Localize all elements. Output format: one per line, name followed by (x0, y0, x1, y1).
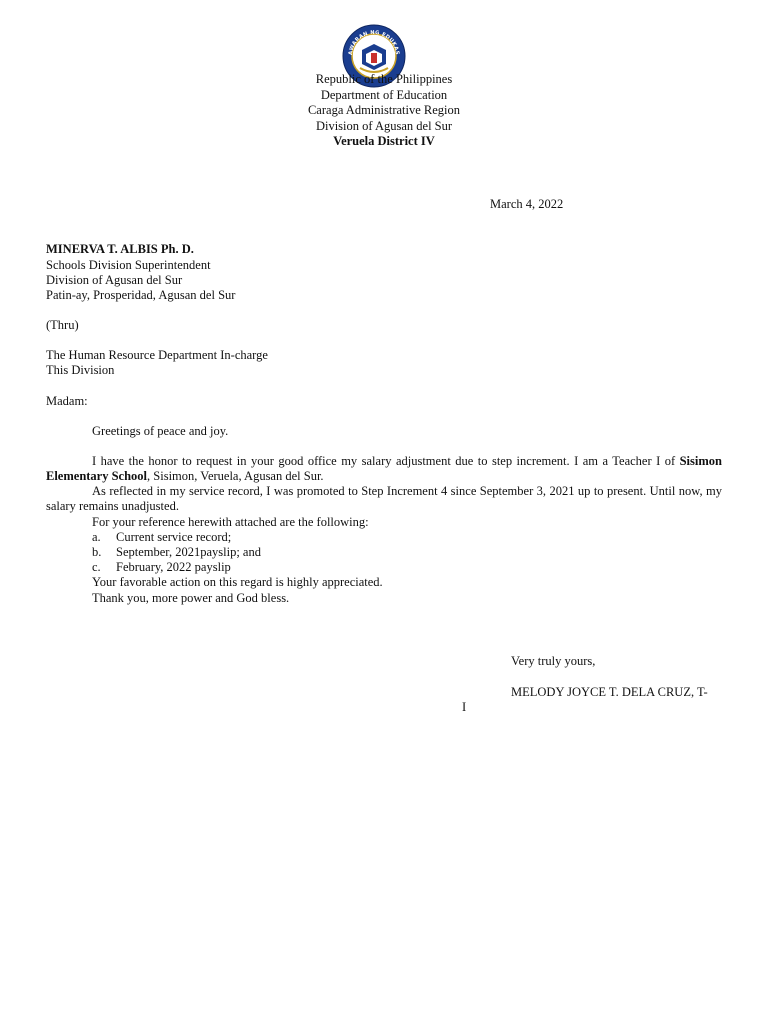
request-paragraph (46, 454, 722, 484)
thru-recipient-line1: The Human Resource Department In-charge (46, 348, 268, 362)
service-record-text: As reflected in my service record, I was promoted to Step Increment 4 since September 3, 2021 up to present. Until now, my salary remains unadjusted. (46, 484, 722, 513)
seal-text: AWARAN NG EDUKAS (347, 29, 401, 56)
letterhead-department: Department of Education (320, 87, 448, 102)
request-text-part1: I have the honor to request in your good office my salary adjustment due to step increment. I am a Teacher I of (92, 454, 680, 468)
letter-date: March 4, 2022 (490, 197, 564, 211)
request-text-part2: , Sisimon, Veruela, Agusan del Sur. (147, 469, 324, 483)
school-name: Sisimon Elementary School (46, 454, 722, 483)
signature-name-line2: I (462, 700, 467, 714)
list-text: September, 2021payslip; and (116, 545, 261, 559)
letterhead-region: Caraga Administrative Region (307, 103, 461, 117)
list-marker: a. (92, 530, 101, 544)
signature-name-line1: MELODY JOYCE T. DELA CRUZ, T- (511, 685, 708, 699)
service-record-paragraph (46, 484, 722, 514)
letterhead (184, 72, 584, 150)
recipient-title: Schools Division Superintendent (46, 258, 211, 272)
thru-label: (Thru) (46, 318, 79, 332)
greeting-paragraph: Greetings of peace and joy. (92, 424, 229, 438)
salutation: Madam: (46, 394, 88, 408)
letterhead-division: Division of Agusan del Sur (315, 118, 453, 133)
thru-recipient-line2: This Division (46, 363, 115, 377)
list-marker: c. (92, 560, 101, 574)
recipient-division: Division of Agusan del Sur (46, 273, 183, 287)
recipient-address: Patin-ay, Prosperidad, Agusan del Sur (46, 288, 236, 302)
appreciation-paragraph: Your favorable action on this regard is highly appreciated. (92, 575, 383, 589)
closing: Very truly yours, (511, 654, 596, 668)
list-marker: b. (92, 545, 102, 559)
recipient-name: MINERVA T. ALBIS Ph. D. (46, 242, 194, 256)
list-text: February, 2022 payslip (116, 560, 231, 574)
letterhead-country: Republic of the Philippines (315, 72, 453, 86)
attachments-intro: For your reference herewith attached are the following: (92, 515, 369, 529)
thanks-paragraph: Thank you, more power and God bless. (92, 591, 290, 605)
list-text: Current service record; (116, 530, 232, 544)
letterhead-district: Veruela District IV (333, 134, 435, 148)
